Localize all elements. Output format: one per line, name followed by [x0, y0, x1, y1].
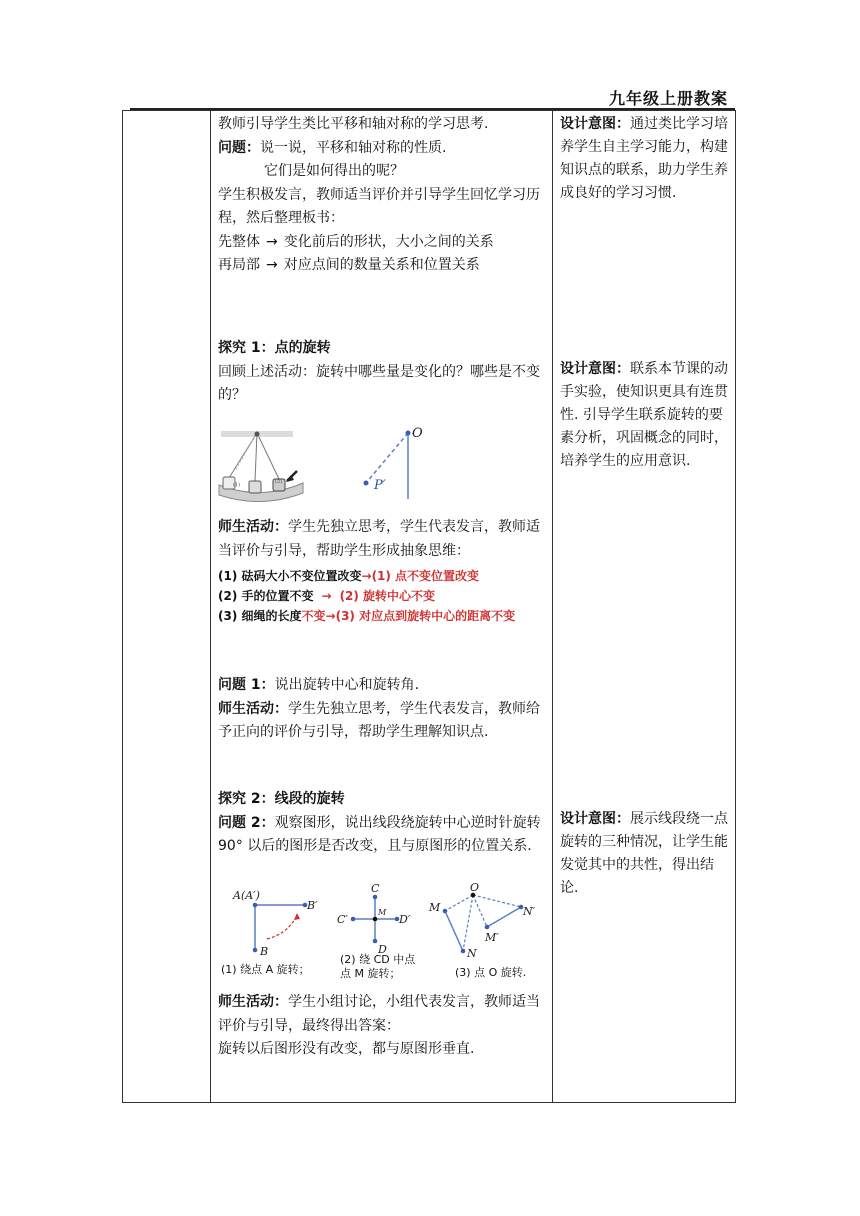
page-header-title: 九年级上册教案: [608, 89, 728, 108]
segment-figure-1: [231, 883, 323, 955]
lesson-table: [122, 110, 736, 1103]
explore-2: [218, 788, 548, 859]
review-paragraph: 学生积极发言，教师适当评价并引导学生回忆学习历程，然后整理板书：: [218, 186, 540, 226]
design-intent-3: 设计意图：展示线段绕一点旋转的三种情况，让学生能发觉其中的共性，得出结论.: [560, 811, 728, 896]
question-2: 问题 2：观察图形，说出线段绕旋转中心逆时针旋转 90° 以后的图形是否改变，且与原图形的位置关系.: [218, 814, 541, 854]
activity-paragraph: 师生活动：学生先独立思考，学生代表发言，教师适当评价与引导，帮助学生形成抽象思维：: [218, 519, 540, 559]
svg-text:(2): (2): [275, 479, 283, 485]
label-P-prime: P′: [374, 478, 386, 493]
design-intent-2: 设计意图：联系本节课的动手实验，使知识更具有连贯性. 引导学生联系旋转的要素分析，巩固概念的同时，培养学生的应用意识.: [560, 361, 728, 469]
list-item: (3) 细绳的长度不变→(3) 对应点到旋转中心的距离不变: [218, 609, 516, 623]
column-divider-2: [552, 111, 553, 1102]
label-A: A(A′): [233, 889, 260, 902]
board-row-2: 再局部 → 对应点间的数量关系和位置关系: [218, 257, 480, 273]
list-item: (1) 砝码大小不变位置改变→(1) 点不变位置改变: [218, 569, 480, 583]
pendulum-photo: [215, 423, 307, 503]
comparison-list: [218, 566, 548, 626]
activity-3: 师生活动：学生小组讨论，小组代表发言，教师适当评价与引导，最终得出答案：: [218, 994, 540, 1034]
label-B-prime: B′: [307, 899, 318, 912]
explore-2-title: 探究 2：线段的旋转: [218, 791, 345, 807]
label-C-prime: C′: [337, 913, 348, 926]
label-O: O: [412, 426, 423, 441]
point-rotation-figure: [358, 423, 428, 503]
question-1: 问题 1：说出旋转中心和旋转角.: [218, 677, 420, 693]
label-M: M: [429, 901, 441, 914]
design-intent-1: 设计意图：通过类比学习培养学生自主学习能力，构建知识点的联系，助力学生养成良好的学习习惯.: [560, 116, 728, 201]
explore-2-activity: [218, 991, 548, 1062]
figure-2-caption-line-2: 点 M 旋转；: [340, 967, 401, 980]
label-N-prime: N′: [523, 905, 536, 918]
question-1-block: [218, 674, 548, 745]
label-M: M: [378, 908, 387, 917]
label-B: B: [260, 945, 269, 955]
list-item: (2) 手的位置不变 → (2) 旋转中心不变: [218, 589, 436, 603]
segment-figure-3: [423, 883, 541, 959]
label-C: C: [371, 883, 380, 895]
column-divider-1: [210, 111, 211, 1102]
review-line: 教师引导学生类比平移和轴对称的学习思考.: [218, 116, 489, 132]
explore-1: [218, 337, 548, 408]
explore-1-text: 回顾上述活动：旋转中哪些量是变化的？哪些是不变的？: [218, 363, 540, 403]
section-review: [218, 113, 548, 278]
figure-3-caption: (3) 点 O 旋转.: [455, 966, 527, 979]
explore-1-activity: [218, 516, 548, 563]
answer-line: 旋转以后图形没有改变，都与原图形垂直.: [218, 1041, 475, 1057]
figure-2-caption-line-1: (2) 绕 CD 中点: [340, 953, 416, 966]
label-M-prime: M′: [485, 931, 499, 944]
label-N: N: [467, 947, 477, 959]
activity-2: 师生活动：学生先独立思考，学生代表发言，教师给予正向的评价与引导，帮助学生理解知识点.: [218, 700, 540, 740]
figure-1-caption: (1) 绕点 A 旋转；: [221, 963, 310, 976]
explore-1-title: 探究 1：点的旋转: [218, 340, 331, 356]
board-row-1: 先整体 → 变化前后的形状，大小之间的关系: [218, 233, 494, 250]
label-O: O: [470, 883, 480, 894]
label-D: D: [378, 943, 387, 955]
label-D-prime: D′: [399, 913, 411, 926]
question-line-2: 它们是如何得出的呢？: [264, 163, 404, 179]
question-line: 问题：说一说，平移和轴对称的性质.: [218, 139, 447, 156]
svg-text:(1): (1): [233, 482, 241, 488]
segment-figure-2: [333, 883, 413, 955]
